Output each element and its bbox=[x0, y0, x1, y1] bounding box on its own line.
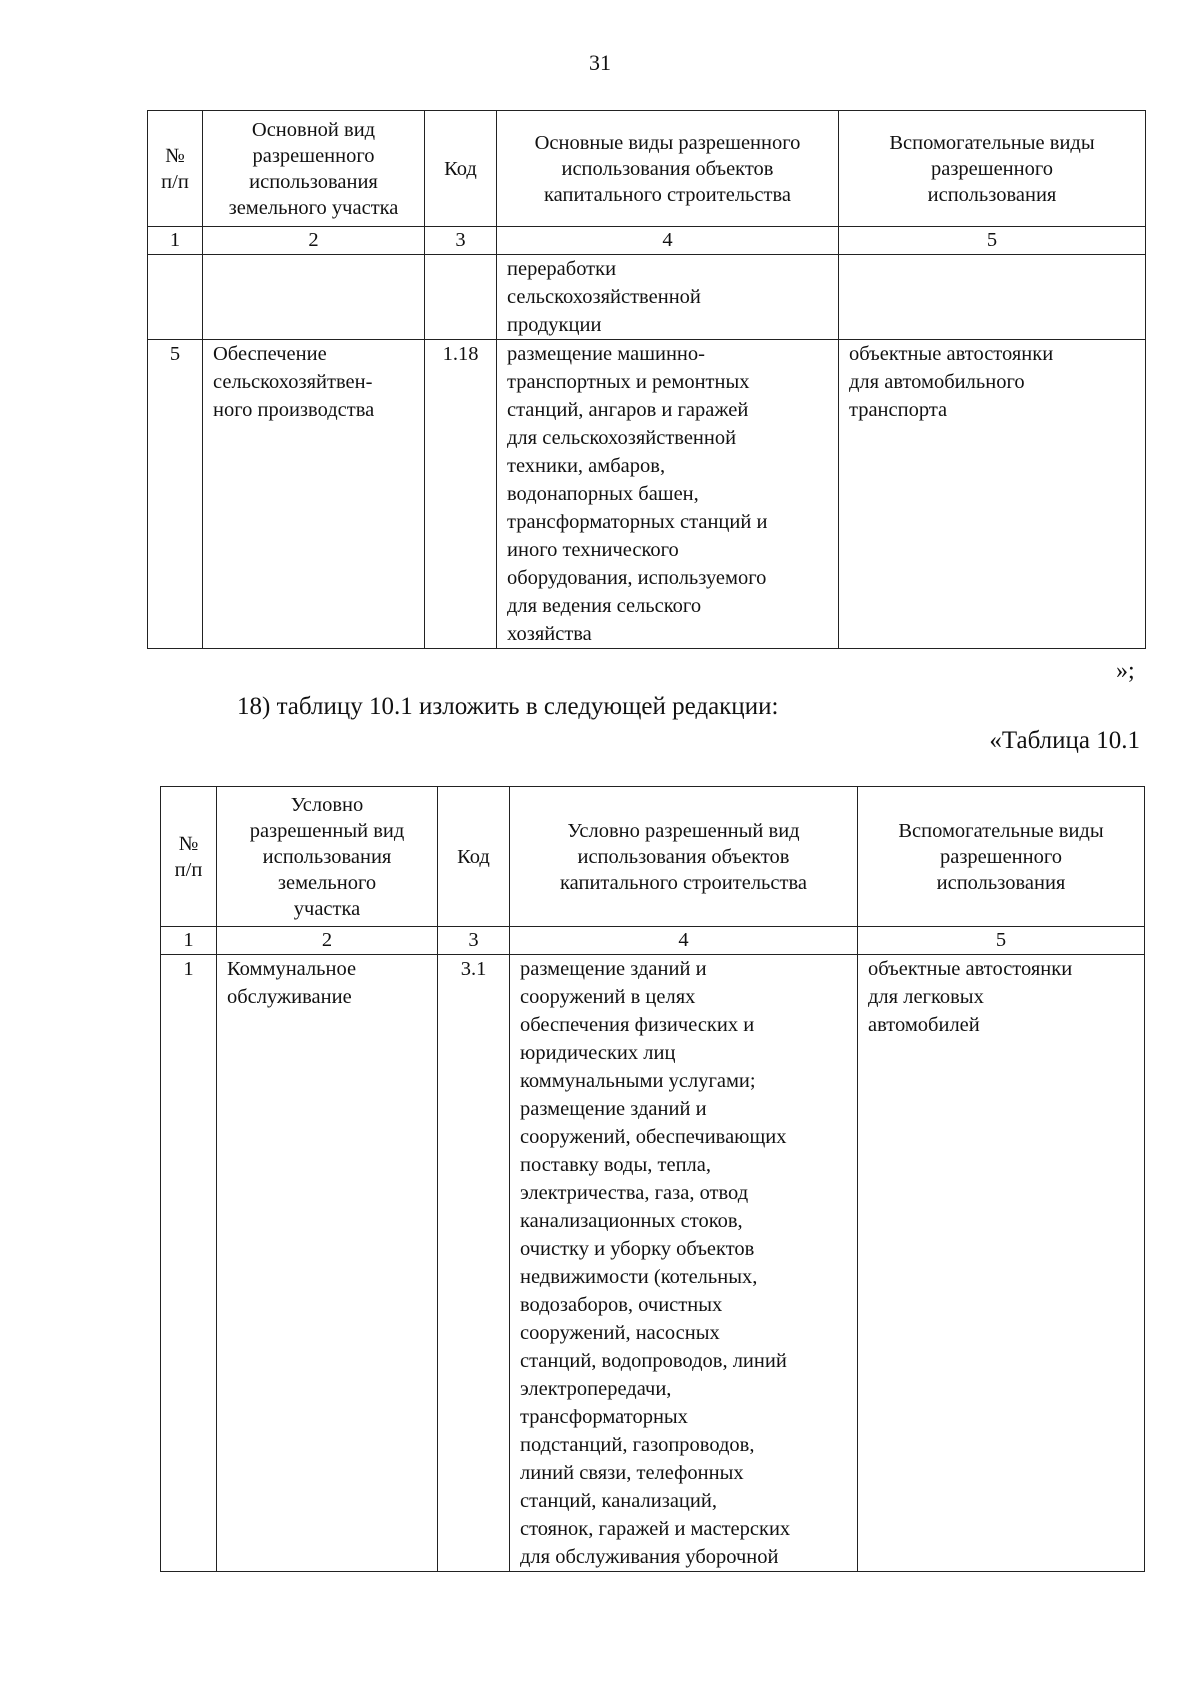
page-number: 31 bbox=[589, 50, 611, 75]
header-cond-type: Условно разрешенный вид использования земельного участка bbox=[217, 787, 438, 927]
closing-quote: »; bbox=[1116, 658, 1135, 684]
row-aux: объектные автостоянки для автомобильного транспорта bbox=[839, 340, 1146, 649]
column-number: 5 bbox=[839, 227, 1146, 255]
header-aux-types: Вспомогательные виды разрешенного использования bbox=[858, 787, 1145, 927]
row-num: 5 bbox=[148, 340, 203, 649]
row-type: Коммунальное обслуживание bbox=[217, 955, 438, 1572]
row-code bbox=[425, 255, 497, 340]
row-num bbox=[148, 255, 203, 340]
header-main-types-oks: Основные виды разрешенного использования объектов капитального строительства bbox=[497, 111, 839, 227]
row-oks: размещение зданий и сооружений в целях обеспечения физических и юридических лиц коммунальными услугами; размещение зданий и сооружений, обеспечивающих поставку воды, тепла, электричества, газа, отвод канализационных стоков, очистку и уборку объектов недвижимости (котельных, водозаборов, очистных сооружений, насосных станций, водопроводов, линий электропередачи, трансформаторных подстанций, газопроводов, линий связи, телефонных станций, канализаций, стоянок, гаражей и мастерских для обслуживания уборочной bbox=[510, 955, 858, 1572]
row-type bbox=[203, 255, 425, 340]
column-number: 3 bbox=[438, 927, 510, 955]
table-caption: «Таблица 10.1 bbox=[989, 727, 1140, 754]
conditional-use-table bbox=[160, 786, 1145, 1572]
row-oks: размещение машинно- транспортных и ремонтных станций, ангаров и гаражей для сельскохозяйственной техники, амбаров, водонапорных башен, трансформаторных станций и иного технического оборудования, используемого для ведения сельского хозяйства bbox=[497, 340, 839, 649]
row-code: 3.1 bbox=[438, 955, 510, 1572]
column-number: 4 bbox=[497, 227, 839, 255]
row-type: Обеспечение сельскохозяйтвен- ного производства bbox=[203, 340, 425, 649]
table-row bbox=[148, 340, 1146, 649]
header-main-type: Основной вид разрешенного использования земельного участка bbox=[203, 111, 425, 227]
table-header-row bbox=[148, 111, 1146, 227]
column-number: 3 bbox=[425, 227, 497, 255]
row-code: 1.18 bbox=[425, 340, 497, 649]
column-number-row bbox=[161, 927, 1145, 955]
column-number: 4 bbox=[510, 927, 858, 955]
column-number: 2 bbox=[203, 227, 425, 255]
header-cond-type-oks: Условно разрешенный вид использования объектов капитального строительства bbox=[510, 787, 858, 927]
column-number-row bbox=[148, 227, 1146, 255]
table-row bbox=[161, 955, 1145, 1572]
column-number: 1 bbox=[148, 227, 203, 255]
header-num: № п/п bbox=[148, 111, 203, 227]
table-header-row bbox=[161, 787, 1145, 927]
permitted-use-table bbox=[147, 110, 1146, 649]
row-aux bbox=[839, 255, 1146, 340]
header-num: № п/п bbox=[161, 787, 217, 927]
row-num: 1 bbox=[161, 955, 217, 1572]
column-number: 2 bbox=[217, 927, 438, 955]
column-number: 5 bbox=[858, 927, 1145, 955]
header-code: Код bbox=[425, 111, 497, 227]
header-code: Код bbox=[438, 787, 510, 927]
row-aux: объектные автостоянки для легковых автомобилей bbox=[858, 955, 1145, 1572]
column-number: 1 bbox=[161, 927, 217, 955]
row-oks: переработки сельскохозяйственной продукции bbox=[497, 255, 839, 340]
amendment-intro-text: 18) таблицу 10.1 изложить в следующей редакции: bbox=[237, 693, 779, 720]
table-row bbox=[148, 255, 1146, 340]
header-aux-types: Вспомогательные виды разрешенного использования bbox=[839, 111, 1146, 227]
